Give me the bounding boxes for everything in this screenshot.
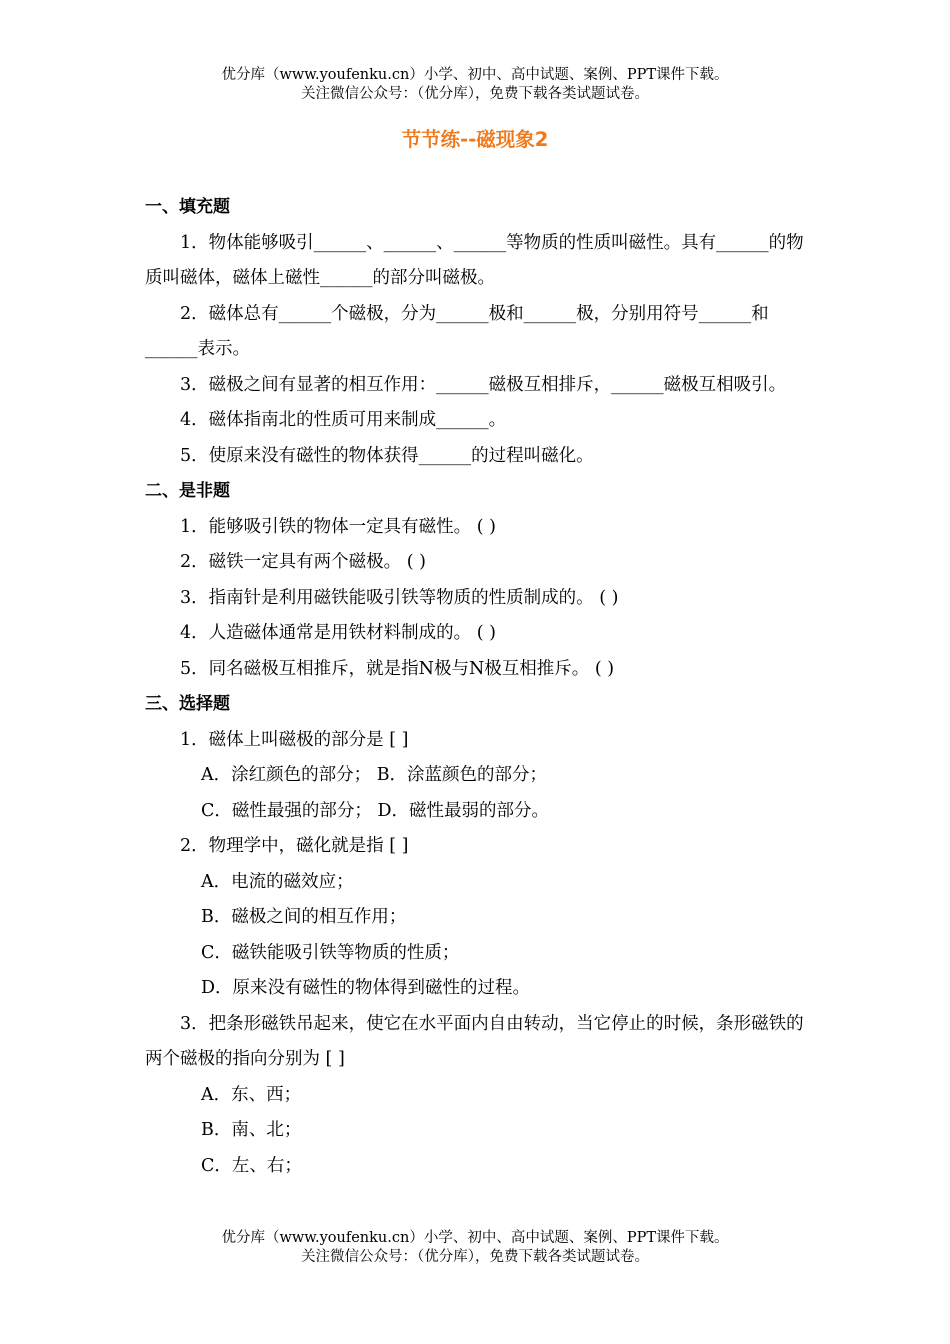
judge-question-5: 5．同名磁极互相推斥，就是指N极与N极互相推斥。 ( ) (180, 658, 615, 679)
fill-question-2: 2．磁体总有______个磁极，分为______极和______极，分别用符号______和______表示。 (145, 303, 769, 359)
choice-question-2-option-b: B．磁极之间的相互作用； (201, 907, 407, 927)
top-banner (0, 66, 950, 104)
choice-question-3-stem: 3．把条形磁铁吊起来，使它在水平面内自由转动，当它停止的时候，条形磁铁的两个磁极的指向分别为 [ ] (145, 1013, 804, 1069)
fill-question-5: 5．使原来没有磁性的物体获得______的过程叫磁化。 (180, 445, 594, 466)
choice-question-2-option-a: A．电流的磁效应； (201, 871, 354, 892)
fill-question-3: 3．磁极之间有显著的相互作用：______磁极互相排斥，______磁极互相吸引。 (180, 374, 787, 395)
footer-banner-line-1: 优分库（www.youfenku.cn）小学、初中、高中试题、案例、PPT课件下载。 (221, 1230, 729, 1246)
worksheet-body (145, 190, 808, 1184)
section-heading-choice: 三、选择题 (145, 694, 230, 714)
bottom-banner (0, 1229, 950, 1267)
banner-line-1: 优分库（www.youfenku.cn）小学、初中、高中试题、案例、PPT课件下载。 (221, 67, 729, 83)
choice-question-1-stem: 1．磁体上叫磁极的部分是 [ ] (180, 729, 409, 750)
choice-question-1-options-ab: A．涂红颜色的部分； B．涂蓝颜色的部分； (201, 765, 548, 785)
judge-question-3: 3．指南针是利用磁铁能吸引铁等物质的性质制成的。 ( ) (180, 587, 619, 608)
judge-question-2: 2．磁铁一定具有两个磁极。 ( ) (180, 552, 426, 572)
choice-question-3-option-c: C．左、右； (201, 1155, 302, 1176)
choice-question-2-option-d: D．原来没有磁性的物体得到磁性的过程。 (201, 978, 531, 998)
choice-question-3-option-a: A．东、西； (201, 1084, 302, 1105)
banner-line-2: 关注微信公众号：（优分库），免费下载各类试题试卷。 (301, 86, 649, 102)
judge-question-1: 1．能够吸引铁的物体一定具有磁性。 ( ) (180, 516, 496, 537)
judge-question-4: 4．人造磁体通常是用铁材料制成的。 ( ) (180, 623, 496, 643)
fill-question-1: 1．物体能够吸引______、______、______等物质的性质叫磁性。具有______的物质叫磁体，磁体上磁性______的部分叫磁极。 (145, 232, 804, 288)
footer-banner-line-2: 关注微信公众号：（优分库），免费下载各类试题试卷。 (301, 1249, 649, 1265)
fill-question-4: 4．磁体指南北的性质可用来制成______。 (180, 410, 507, 430)
page-title: 节节练--磁现象2 (401, 128, 549, 151)
choice-question-3-option-b: B．南、北； (201, 1120, 302, 1140)
choice-question-2-stem: 2．物理学中，磁化就是指 [ ] (180, 836, 409, 856)
choice-question-1-options-cd: C．磁性最强的部分； D．磁性最弱的部分。 (201, 800, 549, 821)
choice-question-2-option-c: C．磁铁能吸引铁等物质的性质； (201, 942, 460, 963)
section-heading-fill: 一、填充题 (145, 197, 230, 217)
section-heading-judge: 二、是非题 (145, 481, 230, 501)
